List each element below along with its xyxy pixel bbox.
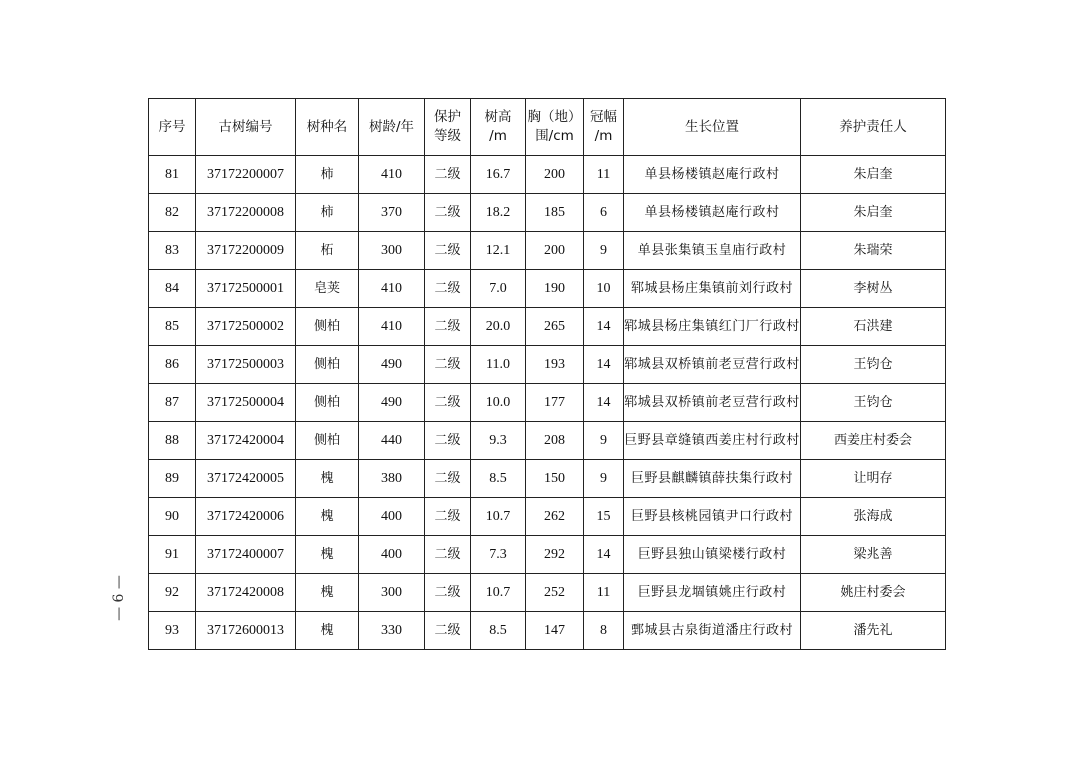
cell-tree-id: 37172200008 (196, 194, 296, 232)
cell-height: 12.1 (471, 232, 526, 270)
table-row (149, 460, 946, 498)
table-row (149, 574, 946, 612)
cell-crown: 15 (584, 498, 624, 536)
cell-girth: 292 (526, 536, 584, 574)
cell-grade: 二级 (425, 612, 471, 650)
cell-species: 柿 (296, 156, 359, 194)
cell-crown: 14 (584, 536, 624, 574)
cell-caretaker: 李树丛 (801, 270, 946, 308)
cell-tree-id: 37172500003 (196, 346, 296, 384)
cell-caretaker: 潘先礼 (801, 612, 946, 650)
table-row (149, 384, 946, 422)
column-header-seq: 序号 (149, 99, 196, 156)
cell-grade: 二级 (425, 194, 471, 232)
cell-tree-id: 37172420006 (196, 498, 296, 536)
cell-seq: 86 (149, 346, 196, 384)
cell-girth: 252 (526, 574, 584, 612)
cell-seq: 82 (149, 194, 196, 232)
cell-caretaker: 西姜庄村委会 (801, 422, 946, 460)
cell-height: 11.0 (471, 346, 526, 384)
cell-girth: 147 (526, 612, 584, 650)
cell-seq: 88 (149, 422, 196, 460)
cell-species: 侧柏 (296, 308, 359, 346)
column-header-height: 树高 /m (471, 99, 526, 156)
cell-height: 10.7 (471, 574, 526, 612)
table-row (149, 308, 946, 346)
cell-location: 巨野县章缝镇西姜庄村行政村 (624, 422, 801, 460)
cell-crown: 14 (584, 308, 624, 346)
cell-caretaker: 姚庄村委会 (801, 574, 946, 612)
cell-location: 郓城县杨庄集镇前刘行政村 (624, 270, 801, 308)
cell-girth: 262 (526, 498, 584, 536)
cell-height: 10.0 (471, 384, 526, 422)
ancient-tree-table (148, 98, 946, 650)
column-header-species: 树种名 (296, 99, 359, 156)
cell-grade: 二级 (425, 346, 471, 384)
cell-crown: 11 (584, 156, 624, 194)
cell-caretaker: 让明存 (801, 460, 946, 498)
cell-species: 槐 (296, 574, 359, 612)
cell-age: 410 (359, 308, 425, 346)
cell-location: 郓城县双桥镇前老豆营行政村 (624, 346, 801, 384)
cell-caretaker: 王钧仓 (801, 346, 946, 384)
cell-tree-id: 37172420005 (196, 460, 296, 498)
cell-grade: 二级 (425, 384, 471, 422)
cell-caretaker: 张海成 (801, 498, 946, 536)
cell-girth: 177 (526, 384, 584, 422)
cell-tree-id: 37172420008 (196, 574, 296, 612)
cell-height: 18.2 (471, 194, 526, 232)
cell-height: 20.0 (471, 308, 526, 346)
cell-crown: 9 (584, 422, 624, 460)
column-header-location: 生长位置 (624, 99, 801, 156)
cell-caretaker: 朱启奎 (801, 194, 946, 232)
table-header-row (149, 99, 946, 156)
cell-age: 330 (359, 612, 425, 650)
cell-age: 300 (359, 232, 425, 270)
cell-tree-id: 37172200007 (196, 156, 296, 194)
cell-tree-id: 37172500002 (196, 308, 296, 346)
cell-height: 16.7 (471, 156, 526, 194)
cell-species: 柘 (296, 232, 359, 270)
cell-location: 巨野县核桃园镇尹口行政村 (624, 498, 801, 536)
cell-grade: 二级 (425, 536, 471, 574)
cell-seq: 91 (149, 536, 196, 574)
cell-grade: 二级 (425, 574, 471, 612)
cell-grade: 二级 (425, 498, 471, 536)
cell-girth: 185 (526, 194, 584, 232)
cell-grade: 二级 (425, 460, 471, 498)
cell-age: 490 (359, 346, 425, 384)
cell-species: 柿 (296, 194, 359, 232)
cell-age: 300 (359, 574, 425, 612)
table-row (149, 232, 946, 270)
cell-caretaker: 王钧仓 (801, 384, 946, 422)
cell-seq: 92 (149, 574, 196, 612)
table-row (149, 346, 946, 384)
cell-grade: 二级 (425, 308, 471, 346)
cell-tree-id: 37172500004 (196, 384, 296, 422)
cell-age: 490 (359, 384, 425, 422)
cell-height: 10.7 (471, 498, 526, 536)
cell-age: 380 (359, 460, 425, 498)
table-row (149, 536, 946, 574)
cell-species: 槐 (296, 498, 359, 536)
column-header-girth: 胸（地） 围/cm (526, 99, 584, 156)
cell-age: 370 (359, 194, 425, 232)
cell-height: 8.5 (471, 460, 526, 498)
cell-location: 鄄城县古泉街道潘庄行政村 (624, 612, 801, 650)
cell-species: 槐 (296, 612, 359, 650)
cell-location: 单县杨楼镇赵庵行政村 (624, 194, 801, 232)
cell-location: 巨野县独山镇梁楼行政村 (624, 536, 801, 574)
cell-species: 槐 (296, 460, 359, 498)
cell-location: 郓城县双桥镇前老豆营行政村 (624, 384, 801, 422)
table-row (149, 422, 946, 460)
cell-seq: 84 (149, 270, 196, 308)
column-header-crown: 冠幅 /m (584, 99, 624, 156)
cell-age: 440 (359, 422, 425, 460)
cell-girth: 193 (526, 346, 584, 384)
cell-seq: 85 (149, 308, 196, 346)
cell-grade: 二级 (425, 270, 471, 308)
column-header-tree-id: 古树编号 (196, 99, 296, 156)
cell-height: 8.5 (471, 612, 526, 650)
cell-tree-id: 37172600013 (196, 612, 296, 650)
table-row (149, 270, 946, 308)
cell-crown: 9 (584, 460, 624, 498)
cell-crown: 14 (584, 346, 624, 384)
cell-location: 巨野县麒麟镇薛扶集行政村 (624, 460, 801, 498)
column-header-age: 树龄/年 (359, 99, 425, 156)
column-header-grade: 保护 等级 (425, 99, 471, 156)
cell-girth: 200 (526, 156, 584, 194)
cell-caretaker: 梁兆善 (801, 536, 946, 574)
cell-height: 7.0 (471, 270, 526, 308)
cell-girth: 190 (526, 270, 584, 308)
cell-girth: 200 (526, 232, 584, 270)
table-row (149, 194, 946, 232)
cell-location: 单县张集镇玉皇庙行政村 (624, 232, 801, 270)
cell-crown: 6 (584, 194, 624, 232)
cell-height: 9.3 (471, 422, 526, 460)
cell-tree-id: 37172420004 (196, 422, 296, 460)
cell-age: 400 (359, 498, 425, 536)
cell-location: 巨野县龙堌镇姚庄行政村 (624, 574, 801, 612)
cell-caretaker: 石洪建 (801, 308, 946, 346)
cell-crown: 10 (584, 270, 624, 308)
cell-girth: 265 (526, 308, 584, 346)
cell-seq: 83 (149, 232, 196, 270)
cell-height: 7.3 (471, 536, 526, 574)
cell-age: 400 (359, 536, 425, 574)
cell-seq: 89 (149, 460, 196, 498)
cell-seq: 81 (149, 156, 196, 194)
cell-crown: 11 (584, 574, 624, 612)
cell-crown: 8 (584, 612, 624, 650)
cell-location: 郓城县杨庄集镇红门厂行政村 (624, 308, 801, 346)
cell-seq: 87 (149, 384, 196, 422)
cell-species: 槐 (296, 536, 359, 574)
cell-tree-id: 37172500001 (196, 270, 296, 308)
cell-age: 410 (359, 156, 425, 194)
cell-seq: 93 (149, 612, 196, 650)
page-number: — 6 — (111, 575, 127, 621)
column-header-caretaker: 养护责任人 (801, 99, 946, 156)
cell-tree-id: 37172200009 (196, 232, 296, 270)
table-row (149, 156, 946, 194)
cell-girth: 208 (526, 422, 584, 460)
cell-location: 单县杨楼镇赵庵行政村 (624, 156, 801, 194)
cell-grade: 二级 (425, 232, 471, 270)
cell-tree-id: 37172400007 (196, 536, 296, 574)
cell-species: 侧柏 (296, 346, 359, 384)
cell-species: 皂荚 (296, 270, 359, 308)
cell-species: 侧柏 (296, 422, 359, 460)
cell-grade: 二级 (425, 422, 471, 460)
table-row (149, 612, 946, 650)
cell-girth: 150 (526, 460, 584, 498)
cell-crown: 14 (584, 384, 624, 422)
cell-seq: 90 (149, 498, 196, 536)
cell-caretaker: 朱启奎 (801, 156, 946, 194)
cell-age: 410 (359, 270, 425, 308)
cell-species: 侧柏 (296, 384, 359, 422)
cell-crown: 9 (584, 232, 624, 270)
table-row (149, 498, 946, 536)
cell-caretaker: 朱瑞荣 (801, 232, 946, 270)
cell-grade: 二级 (425, 156, 471, 194)
